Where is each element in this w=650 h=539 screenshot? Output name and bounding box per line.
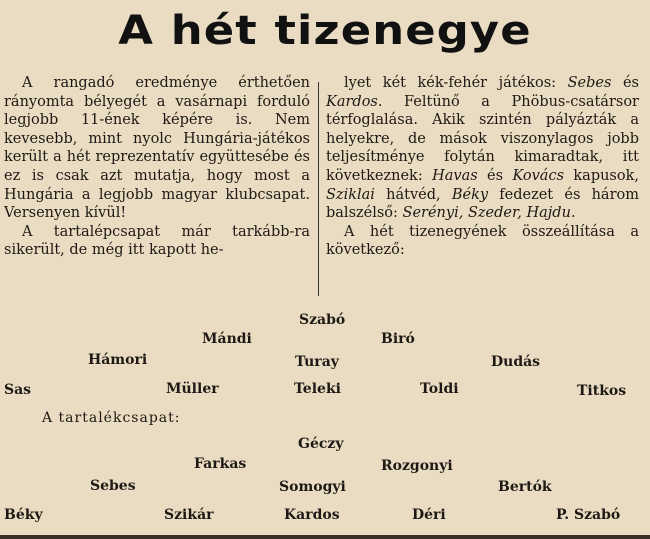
eleven-forward-4: Toldi	[420, 381, 459, 397]
player-names-wings: Serényi, Szeder, Hajdu	[402, 205, 571, 222]
reserve-half-left: Sebes	[90, 478, 136, 494]
eleven-forward-2: Müller	[166, 381, 219, 397]
right-paragraph-1: lyet két kék-fehér játékos: Sebes és Kardos. Feltünő a Phöbus-csatársor térfoglalása. Akik szintén pályázták a helyekre, de mások viszonylagos jobb teljesítménye folytán kimaradtak, itt következnek: Havas és Kovács kapusok, Sziklai hátvéd, Béky fedezet és három balszélső: Serényi, Szeder, Hajdu.	[326, 75, 640, 222]
reserve-forward-2: Szikár	[164, 507, 214, 523]
eleven-half-right: Dudás	[491, 354, 541, 370]
bottom-rule	[0, 535, 650, 539]
eleven-half-left: Hámori	[88, 352, 148, 368]
player-name-kardos: Kardos	[326, 93, 378, 110]
reserve-back-right: Rozgonyi	[381, 458, 453, 474]
player-name-havas: Havas	[432, 167, 478, 184]
column-divider	[318, 82, 319, 296]
eleven-forward-5: Titkos	[577, 383, 627, 399]
eleven-half-center: Turay	[295, 354, 339, 370]
player-name-beky: Béky	[451, 186, 489, 203]
left-paragraph-1: A rangadó eredménye érthetően rányomta bélyegét a vasárnapi forduló legjobb 11-ének képére is. Nem kevesebb, mint nyolc Hungária-játékos került a hét reprezentatív együttesébe és ez is csak azt mutatja, hogy most a Hungária a legjobb magyar klubcsapat. Versenyen kívül!	[4, 75, 310, 222]
eleven-forward-3: Teleki	[294, 381, 341, 397]
reserve-goalkeeper: Géczy	[298, 436, 344, 452]
reserve-forward-4: Déri	[412, 507, 446, 523]
right-column	[326, 74, 639, 260]
reserve-forward-5: P. Szabó	[556, 507, 621, 523]
reserve-forward-3: Kardos	[284, 507, 340, 523]
reserve-back-left: Farkas	[194, 456, 247, 472]
reserve-half-right: Bertók	[498, 479, 552, 495]
left-paragraph-2: A tartalépcsapat már tarkább-ra sikerült, de még itt kapott he-	[4, 223, 310, 259]
headline: A hét tizenegye	[118, 8, 532, 54]
player-name-kovacs: Kovács	[512, 167, 565, 184]
eleven-back-right: Biró	[381, 331, 415, 347]
left-column	[4, 74, 310, 260]
eleven-back-left: Mándi	[202, 331, 252, 347]
eleven-goalkeeper: Szabó	[299, 312, 346, 328]
right-paragraph-2: A hét tizenegyének összeállítása a következő:	[326, 223, 639, 259]
reserve-label: A tartalékcsapat:	[42, 410, 181, 426]
player-name-sziklai: Sziklai	[326, 186, 375, 203]
reserve-half-center: Somogyi	[279, 479, 346, 495]
player-name-sebes: Sebes	[567, 75, 612, 91]
eleven-forward-1: Sas	[4, 382, 32, 398]
reserve-forward-1: Béky	[4, 507, 43, 523]
